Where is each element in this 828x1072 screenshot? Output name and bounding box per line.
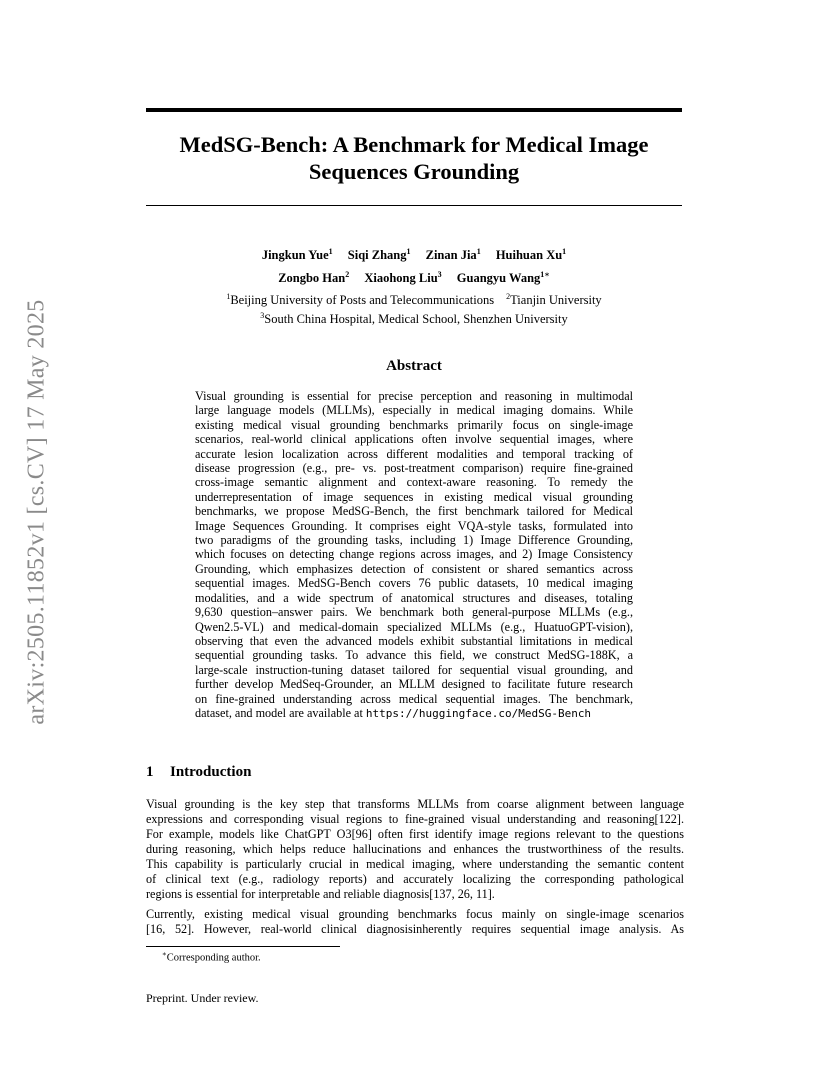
- abstract-line: large language models (MLLMs), especially in medical imaging domains. While: [195, 403, 633, 418]
- abstract-line: benchmarks, we propose MedSG-Bench, the first benchmark tailored for Medical: [195, 504, 633, 519]
- abstract-line: large-scale instruction-tuning dataset tailored for sequential visual grounding, and: [195, 662, 633, 677]
- abstract-line: which focuses on detecting change regions across images, and 2) Image Consistency: [195, 547, 633, 562]
- affiliation: South China Hospital, Medical School, Shenzhen University: [264, 312, 568, 327]
- section-number: 1: [146, 764, 154, 780]
- paragraph-line: regions is essential for interpretable and reliable diagnosis[137, 26, 11].: [146, 887, 495, 901]
- author-row-2: [146, 265, 682, 288]
- affiliation-row-2: $^3$South China Hospital, Medical School, Shenzhen University: [260, 311, 568, 327]
- arxiv-sidebar: [16, 262, 58, 762]
- abstract-line: underrepresentation of image sequences in existing medical visual grounding: [195, 489, 633, 504]
- paragraph-line: This capability is particularly crucial in medical imaging, where understanding the semantic content: [146, 857, 684, 871]
- author: Guangyu Wang$^{1∗}$: [456, 270, 550, 286]
- paragraph-line: Visual grounding is the key step that transforms MLLMs from coarse alignment between language: [146, 797, 684, 811]
- abstract-line: Visual grounding is essential for precise perception and reasoning in multimodal: [195, 389, 633, 403]
- abstract-line: dataset, and model are available at https://huggingface.co/MedSG-Bench: [195, 705, 592, 720]
- title-line-2: Sequences Grounding: [308, 159, 520, 184]
- paragraph-line: of clinical text (e.g., radiology reports) and accurately localizing the corresponding pathological: [146, 872, 684, 886]
- author: Huihuan Xu$^1$: [495, 247, 567, 263]
- abstract-line: Grounding, which emphasizes detection of consistent or shared semantics across: [195, 561, 633, 576]
- title-top-rule: [146, 108, 682, 112]
- abstract-line: Qwen2.5-VL) and medical-domain specialized MLLMs (e.g., HuatuoGPT-vision),: [195, 619, 633, 634]
- paragraph-line: Currently, existing medical visual grounding benchmarks focus mainly on single-image scenarios: [146, 907, 684, 921]
- abstract-line: on fine-grained understanding across medical sequential images. The benchmark,: [195, 691, 633, 706]
- abstract-line: scenarios, real-world clinical applications often involve sequential images, where: [195, 432, 633, 447]
- author: Jingkun Yue$^1$: [261, 247, 333, 263]
- author: Zongbo Han$^2$: [278, 270, 350, 286]
- dataset-link[interactable]: https://huggingface.co/MedSG-Bench: [365, 706, 592, 720]
- preprint-note: Preprint. Under review.: [146, 991, 259, 1005]
- footnote-rule: [146, 946, 340, 947]
- abstract-line: two paradigms of the grounding tasks, including 1) Image Difference Grounding,: [195, 533, 633, 548]
- intro-paragraph-2: [146, 907, 684, 937]
- section-heading-introduction: [146, 764, 251, 781]
- title-line-1: MedSG-Bench: A Benchmark for Medical Image: [179, 132, 649, 157]
- affiliation: Tianjin University: [510, 293, 602, 308]
- title-bottom-rule: [146, 205, 682, 206]
- author: Siqi Zhang$^1$: [347, 247, 411, 263]
- abstract-line: observing that even the advanced models exhibit substantial limitations in medical: [195, 633, 633, 648]
- paper-title: [146, 131, 682, 185]
- affiliation-row-1: $^1$Beijing University of Posts and Telecommunications $^2$Tianjin University: [226, 292, 602, 308]
- abstract-line: Image Sequences Grounding. It comprises eight VQA-style tasks, formulated into: [195, 518, 633, 533]
- author: Xiaohong Liu$^3$: [364, 270, 442, 286]
- footnote: ∗Corresponding author.: [162, 950, 261, 964]
- abstract-line: 9,630 question–answer pairs. We benchmark both general-purpose MLLMs (e.g.,: [195, 605, 633, 620]
- abstract-body: [195, 389, 633, 721]
- paragraph-line: during reasoning, which helps reduce hallucinations and enhances the trustworthiness of the results.: [146, 842, 684, 856]
- affiliation: Beijing University of Posts and Telecommunications: [230, 293, 495, 308]
- intro-paragraph-1: [146, 797, 684, 902]
- affiliations: [146, 289, 682, 327]
- abstract-line: modalities, and a wide spectrum of anatomical structures and diseases, totaling: [195, 590, 633, 605]
- author-row-1: [146, 242, 682, 265]
- arxiv-identifier: arXiv:2505.11852v1 [cs.CV] 17 May 2025: [23, 299, 50, 725]
- author: Zinan Jia$^1$: [425, 247, 481, 263]
- paragraph-line: For example, models like ChatGPT O3[96] often first identify image regions relevant to the questions: [146, 827, 684, 841]
- abstract-heading: Abstract: [386, 358, 442, 374]
- paragraph-line: expressions and corresponding visual regions to fine-grained visual understanding and reasoning[122].: [146, 812, 684, 826]
- abstract-line: accurate lesion localization across different modalities and temporal tracking of: [195, 446, 633, 461]
- abstract-line: existing medical visual grounding benchmarks primarily focus on single-image: [195, 417, 633, 432]
- abstract-line: sequential grounding tasks. To advance this field, we construct MedSG-188K, a: [195, 648, 633, 663]
- paragraph-line: [16, 52]. However, real-world clinical diagnosisinherently requires sequential image analysis. As: [146, 922, 684, 936]
- abstract-line: further develop MedSeq-Grounder, an MLLM designed to facilitate future research: [195, 677, 633, 692]
- author-list: [146, 242, 682, 288]
- section-title: Introduction: [170, 764, 252, 780]
- abstract-line: sequential images. MedSG-Bench covers 76 public datasets, 10 medical imaging: [195, 576, 633, 591]
- abstract-line: cross-image semantic alignment and context-aware reasoning. To remedy the: [195, 475, 633, 490]
- abstract-line: disease progression (e.g., pre- vs. post-treatment comparison) require fine-grained: [195, 461, 633, 476]
